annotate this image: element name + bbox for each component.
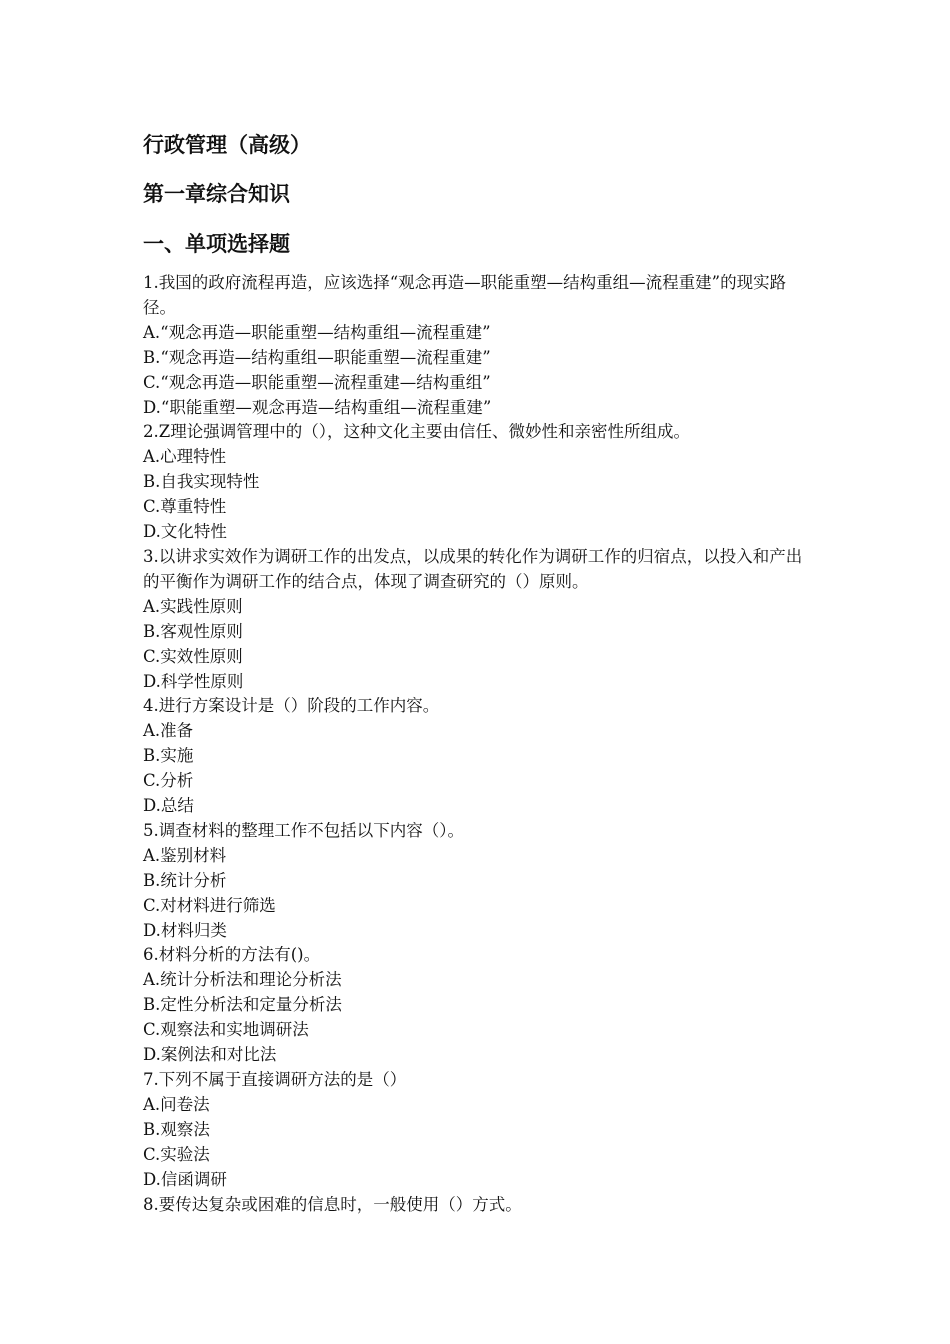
question-4 (143, 694, 815, 819)
option-c: C.尊重特性 (143, 497, 227, 517)
option-c: C.分析 (143, 771, 194, 791)
question-text: 4.进行方案设计是（）阶段的工作内容。 (143, 696, 440, 716)
option-d: D.案例法和对比法 (143, 1045, 277, 1065)
question-1 (143, 271, 815, 420)
option-b: B.定性分析法和定量分析法 (143, 995, 342, 1015)
option-a: A.心理特性 (143, 447, 227, 467)
document-content (143, 132, 815, 1217)
option-a: A.准备 (143, 721, 194, 741)
option-d: D.总结 (143, 796, 194, 816)
question-text: 2.Z理论强调管理中的（），这种文化主要由信任、微妙性和亲密性所组成。 (143, 422, 690, 442)
option-d: D.“职能重塑—观念再造—结构重组—流程重建” (143, 397, 492, 417)
question-6 (143, 943, 815, 1068)
option-b: B.自我实现特性 (143, 472, 260, 492)
option-d: D.科学性原则 (143, 671, 244, 691)
question-text: 7.下列不属于直接调研方法的是（） (143, 1070, 407, 1089)
question-text: 5.调查材料的整理工作不包括以下内容（）。 (143, 820, 464, 840)
section-heading: 一、单项选择题 (143, 232, 290, 256)
option-b: B.实施 (143, 746, 194, 766)
option-c: C.对材料进行筛选 (143, 895, 276, 915)
option-c: C.“观念再造—职能重塑—流程重建—结构重组” (143, 372, 491, 392)
option-a: A.统计分析法和理论分析法 (143, 970, 342, 990)
option-a: A.鉴别材料 (143, 845, 227, 865)
question-list (143, 271, 815, 1217)
question-text: 8.要传达复杂或困难的信息时，一般使用（）方式。 (143, 1194, 522, 1214)
option-b: B.“观念再造—结构重组—职能重塑—流程重建” (143, 347, 491, 367)
question-text: 1.我国的政府流程再造，应该选择“观念再造—职能重塑—结构重组—流程重建”的现实路径。 (143, 273, 787, 317)
option-d: D.材料归类 (143, 920, 227, 940)
option-b: B.观察法 (143, 1119, 210, 1139)
question-3 (143, 545, 815, 694)
question-text: 6.材料分析的方法有()。 (143, 945, 321, 965)
option-c: C.实效性原则 (143, 646, 243, 666)
question-7 (143, 1068, 815, 1193)
option-d: D.信函调研 (143, 1169, 227, 1189)
option-c: C.实验法 (143, 1144, 210, 1164)
option-c: C.观察法和实地调研法 (143, 1020, 309, 1040)
question-8 (143, 1193, 815, 1218)
document-title: 行政管理（高级） (143, 133, 311, 157)
option-d: D.文化特性 (143, 522, 227, 542)
question-text: 3.以讲求实效作为调研工作的出发点，以成果的转化作为调研工作的归宿点，以投入和产出的平衡作为调研工作的结合点，体现了调查研究的（）原则。 (143, 546, 803, 591)
option-b: B.客观性原则 (143, 621, 243, 641)
question-2 (143, 420, 815, 545)
option-a: A.“观念再造—职能重塑—结构重组—流程重建” (143, 322, 491, 342)
option-a: A.实践性原则 (143, 596, 243, 616)
option-a: A.问卷法 (143, 1094, 210, 1114)
question-5 (143, 819, 815, 944)
chapter-heading: 第一章综合知识 (143, 182, 290, 206)
option-b: B.统计分析 (143, 870, 227, 890)
